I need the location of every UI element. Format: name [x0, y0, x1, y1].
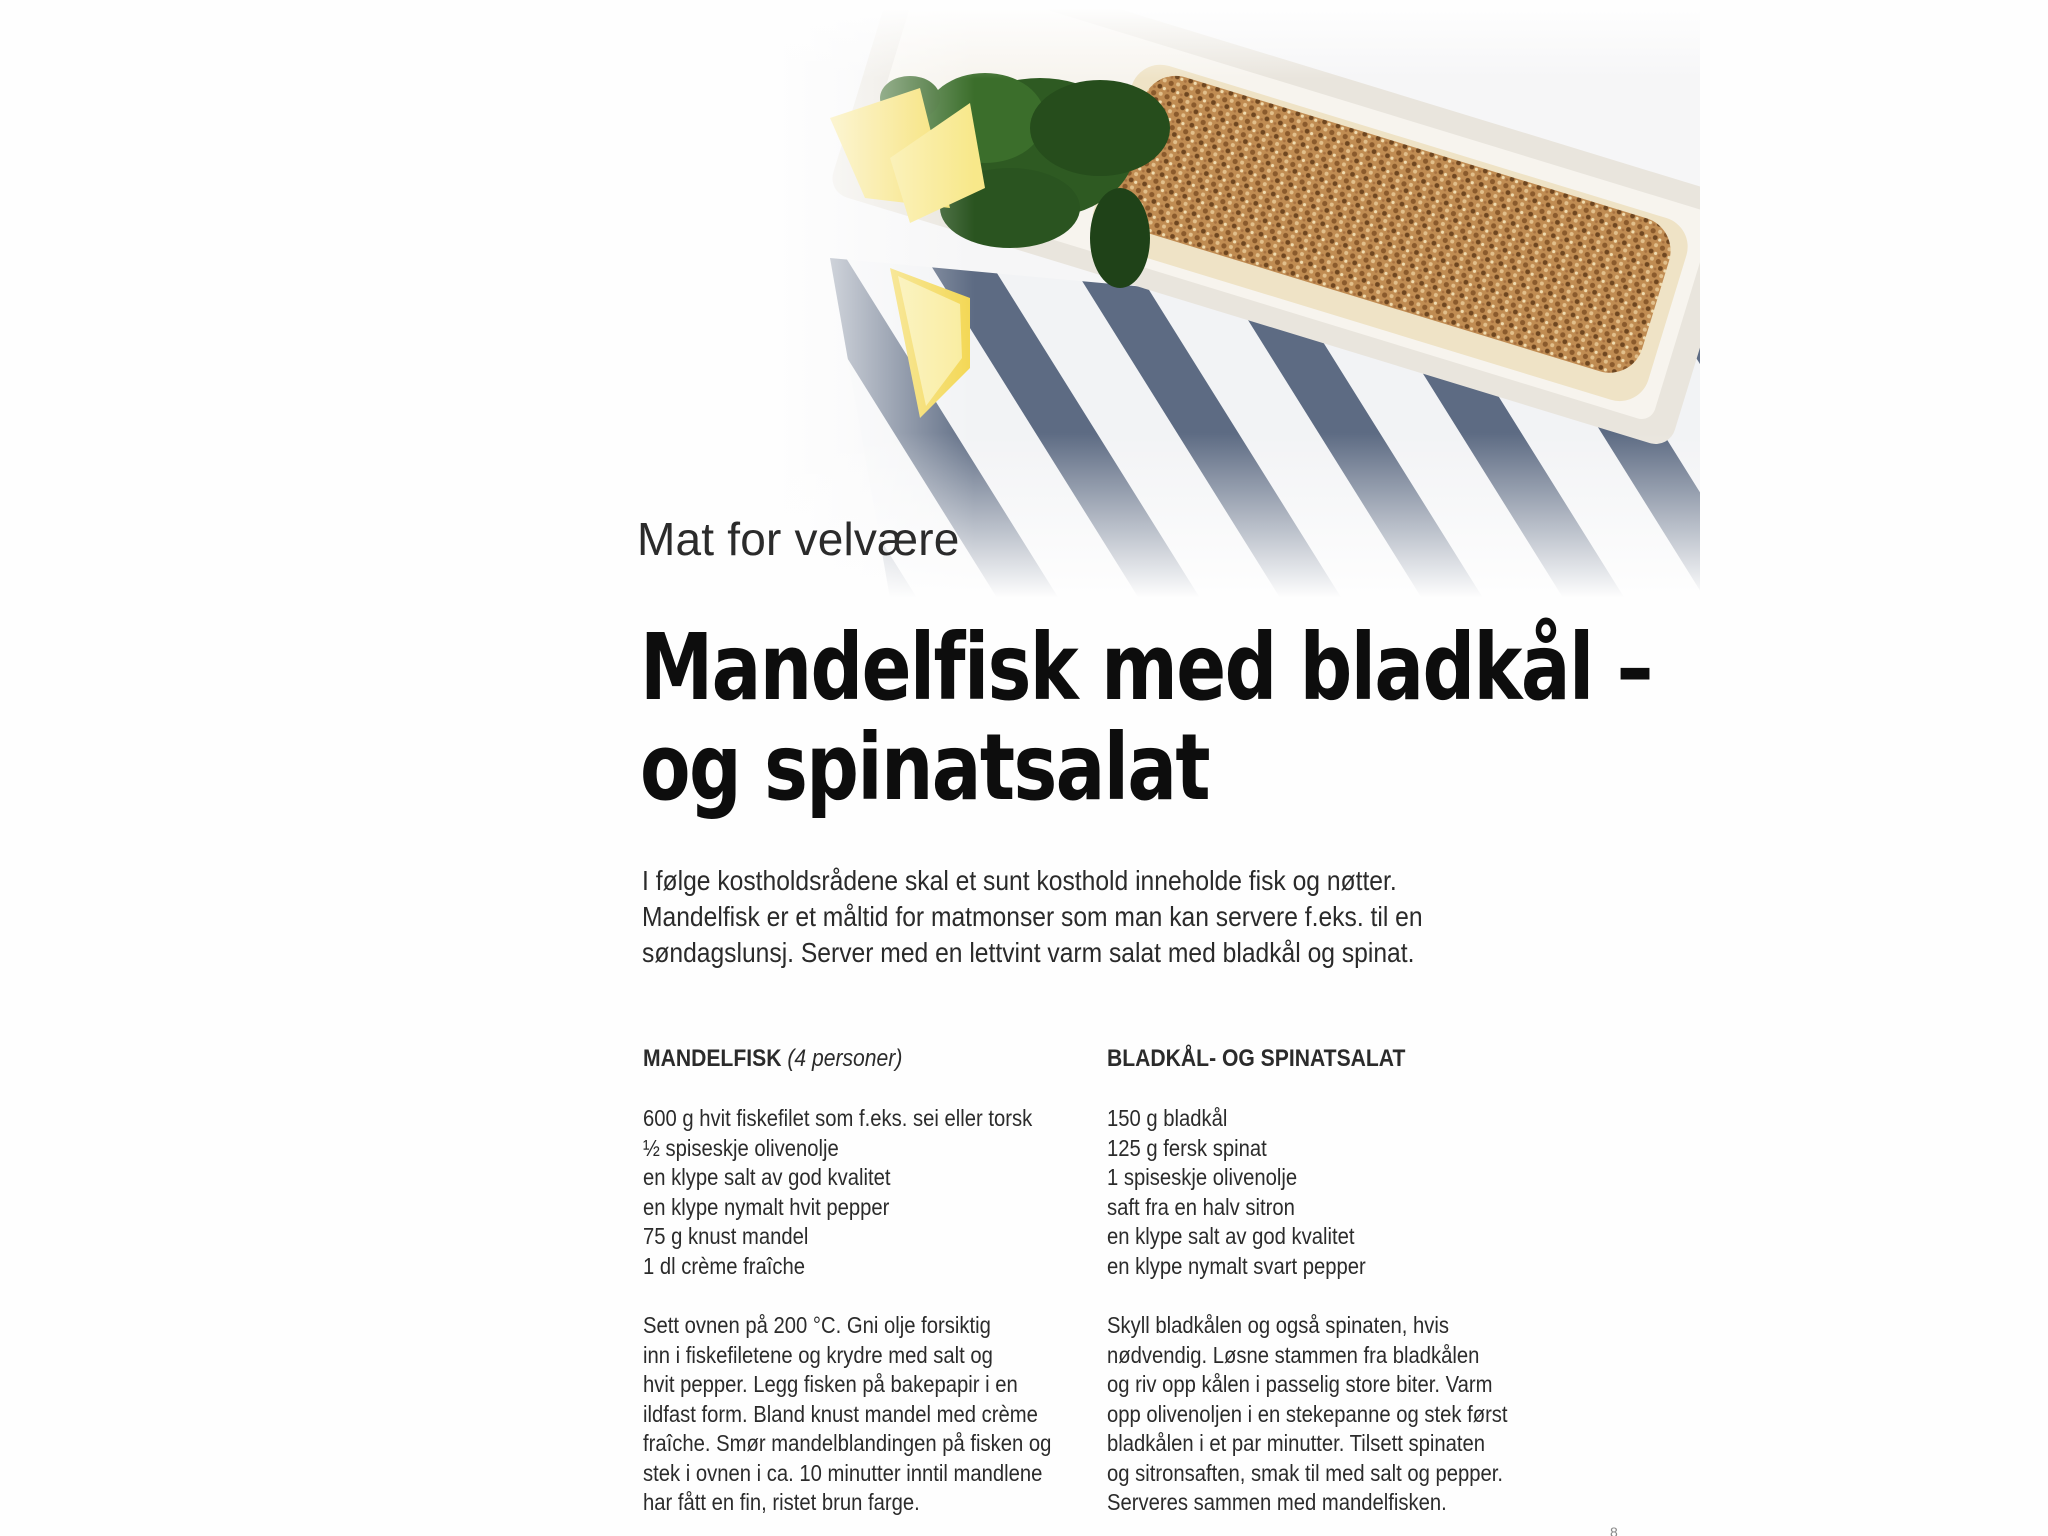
mandelfisk-method [643, 1311, 1113, 1518]
mandelfisk-recipe [643, 1044, 1113, 1518]
recipe-photo [770, 8, 1700, 598]
method-line: nødvendig. Løsne stammen fra bladkålen [1107, 1341, 1480, 1368]
intro-line: Mandelfisk er et måltid for matmonser som man kan servere f.eks. til en [642, 901, 1423, 932]
ingredient-item: saft fra en halv sitron [1107, 1193, 1295, 1220]
salad-recipe [1107, 1044, 1577, 1518]
salad-heading [1107, 1044, 1521, 1074]
salad-title: BLADKÅL- OG SPINATSALAT [1107, 1045, 1406, 1072]
section-kicker: Mat for velvære [637, 513, 960, 565]
method-line: Skyll bladkålen og også spinaten, hvis [1107, 1312, 1450, 1338]
mandelfisk-ingredients [643, 1104, 1113, 1281]
food-photo-icon [770, 8, 1700, 598]
salad-ingredients [1107, 1104, 1577, 1281]
method-line: har fått en fin, ristet brun farge. [643, 1489, 920, 1515]
mandelfisk-title: MANDELFISK [643, 1045, 782, 1072]
method-line: og riv opp kålen i passelig store biter. Varm [1107, 1371, 1493, 1397]
method-line: Serveres sammen med mandelfisken. [1107, 1489, 1447, 1515]
intro-line: I følge kostholdsrådene skal et sunt kosthold inneholde fisk og nøtter. [642, 865, 1397, 896]
method-line: inn i fiskefiletene og krydre med salt og [643, 1341, 993, 1368]
recipe-title [640, 614, 1652, 821]
ingredient-item: 1 spiseskje olivenolje [1107, 1164, 1298, 1190]
method-line: bladkålen i et par minutter. Tilsett spinaten [1107, 1430, 1486, 1456]
method-line: og sitronsaften, smak til med salt og pepper. [1107, 1459, 1504, 1486]
intro-paragraph [642, 863, 1582, 971]
method-line: hvit pepper. Legg fisken på bakepapir i en [643, 1371, 1018, 1397]
ingredient-item: ½ spiseskje olivenolje [643, 1134, 839, 1161]
servings-note: (4 personer) [787, 1045, 903, 1072]
method-line: opp olivenoljen i en stekepanne og stek først [1107, 1400, 1508, 1427]
recipe-title-line-2: og spinatsalat [640, 714, 1209, 821]
method-line: fraîche. Smør mandelblandingen på fisken og [643, 1430, 1052, 1456]
ingredient-item: en klype salt av god kvalitet [1107, 1223, 1355, 1249]
method-line: stek i ovnen i ca. 10 minutter inntil mandlene [643, 1459, 1043, 1486]
ingredient-item: 600 g hvit fiskefilet som f.eks. sei eller torsk [643, 1105, 1033, 1131]
ingredient-item: en klype nymalt svart pepper [1107, 1252, 1366, 1279]
ingredient-item: en klype nymalt hvit pepper [643, 1193, 890, 1220]
method-line: ildfast form. Bland knust mandel med crème [643, 1400, 1038, 1427]
recipe-title-line-1: Mandelfisk med bladkål – [640, 614, 1652, 721]
ingredient-item: en klype salt av god kvalitet [643, 1164, 891, 1190]
salad-method [1107, 1311, 1577, 1518]
ingredient-item: 150 g bladkål [1107, 1105, 1228, 1131]
method-line: Sett ovnen på 200 °C. Gni olje forsiktig [643, 1312, 991, 1338]
ingredient-item: 125 g fersk spinat [1107, 1134, 1267, 1161]
ingredient-item: 75 g knust mandel [643, 1223, 809, 1249]
mandelfisk-heading [643, 1044, 1057, 1074]
intro-line: søndagslunsj. Server med en lettvint varm salat med bladkål og spinat. [642, 937, 1415, 968]
ingredient-item: 1 dl crème fraîche [643, 1252, 806, 1279]
page-number: 8 [1610, 1524, 1618, 1536]
